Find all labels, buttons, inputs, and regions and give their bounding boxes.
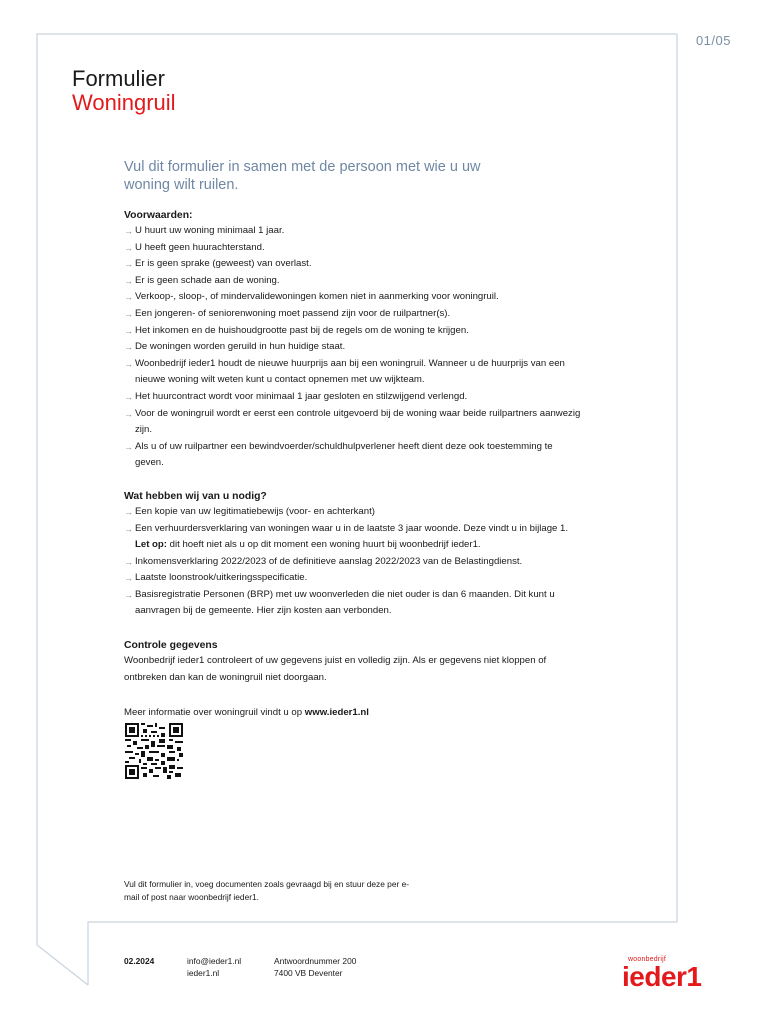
page-number: 01/05 bbox=[695, 33, 731, 48]
footer-website[interactable]: ieder1.nl bbox=[187, 968, 220, 978]
list-item: → Het inkomen en de huishoudgrootte past bij de regels om de woning te krijgen. bbox=[124, 323, 584, 340]
arrow-icon: → bbox=[124, 589, 133, 600]
list-item: → U huurt uw woning minimaal 1 jaar. bbox=[124, 223, 584, 240]
arrow-icon: → bbox=[124, 506, 133, 517]
arrow-icon: → bbox=[124, 391, 133, 402]
footer-email[interactable]: info@ieder1.nl bbox=[187, 956, 242, 966]
arrow-icon: → bbox=[124, 523, 133, 534]
list-item: → Het huurcontract wordt voor minimaal 1 jaar gesloten en stilzwijgend verlengd. bbox=[124, 389, 584, 406]
list-item: → Inkomensverklaring 2022/2023 of de definitieve aanslag 2022/2023 van de Belastingdienst. bbox=[124, 554, 584, 571]
arrow-icon: → bbox=[124, 242, 133, 253]
arrow-icon: → bbox=[124, 556, 133, 567]
arrow-icon: → bbox=[124, 308, 133, 319]
footer-date: 02.2024 bbox=[124, 956, 155, 966]
page-title bbox=[72, 67, 176, 115]
website-link[interactable]: www.ieder1.nl bbox=[304, 707, 369, 719]
arrow-icon: → bbox=[124, 408, 133, 419]
ieder1-logo bbox=[622, 956, 734, 992]
footer-note: Vul dit formulier in, voeg documenten zoals gevraagd bij en stuur deze per e-mail of post naar woonbedrijf ieder1. bbox=[124, 879, 410, 902]
main-content bbox=[124, 209, 584, 722]
voorwaarden-list bbox=[124, 223, 584, 472]
list-item: → Een jongeren- of seniorenwoning moet passend zijn voor de ruilpartner(s). bbox=[124, 306, 584, 323]
footer-contact bbox=[187, 955, 241, 979]
arrow-icon: → bbox=[124, 441, 133, 452]
list-item: → Voor de woningruil wordt er eerst een controle uitgevoerd bij de woning waar beide ruilpartners aanwezig zijn. bbox=[124, 407, 581, 436]
logo-big-text: ieder1 bbox=[622, 961, 702, 992]
nodig-list bbox=[124, 504, 584, 620]
nodig-section bbox=[124, 490, 584, 620]
nodig-heading: Wat hebben wij van u nodig? bbox=[124, 490, 267, 502]
list-item: → Laatste loonstrook/uitkeringsspecificatie. bbox=[124, 570, 584, 587]
arrow-icon: → bbox=[124, 275, 133, 286]
logo-small-text: woonbedrijf bbox=[628, 956, 666, 963]
arrow-icon: → bbox=[124, 292, 133, 303]
arrow-icon: → bbox=[124, 226, 133, 236]
controle-text: Woonbedrijf ieder1 controleert of uw gegevens juist en volledig zijn. Als er gegevens niet kloppen of ontbreken dan kan de woningruil niet doorgaan. bbox=[124, 655, 547, 683]
voorwaarden-heading: Voorwaarden: bbox=[124, 210, 193, 221]
intro-text: Vul dit formulier in samen met de persoon met wie u uw woning wilt ruilen. bbox=[124, 159, 481, 193]
arrow-icon: → bbox=[124, 358, 133, 369]
title-line-2: Woningruil bbox=[72, 90, 176, 115]
list-item: → Een verhuurdersverklaring van woningen waar u in de laatste 3 jaar woonde. Deze vindt u in bijlage 1. Let op: dit hoeft niet als u op dit moment een woning huurt bij woonbedrijf ieder1. bbox=[124, 522, 569, 551]
arrow-icon: → bbox=[124, 259, 133, 270]
controle-heading: Controle gegevens bbox=[124, 640, 218, 652]
footer-address-line1: Antwoordnummer 200 bbox=[274, 956, 357, 966]
qr-code[interactable] bbox=[125, 723, 183, 779]
list-item: → Als u of uw ruilpartner een bewindvoerder/schuldhulpverlener heeft dient deze ook toestemming te geven. bbox=[124, 440, 553, 469]
footer-address bbox=[274, 955, 356, 979]
arrow-icon: → bbox=[124, 325, 133, 336]
title-line-1: Formulier bbox=[72, 66, 165, 91]
footer-address-line2: 7400 VB Deventer bbox=[274, 968, 343, 978]
list-item: → Woonbedrijf ieder1 houdt de nieuwe huurprijs aan bij een woningruil. Wanneer u de huurprijs van een nieuwe woning wilt weten kunt u contact opnemen met uw wijkteam. bbox=[124, 357, 565, 386]
arrow-icon: → bbox=[124, 573, 133, 584]
controle-section bbox=[124, 639, 584, 686]
arrow-icon: → bbox=[124, 342, 133, 353]
list-item: → Basisregistratie Personen (BRP) met uw woonverleden die niet ouder is dan 6 maanden. Dit kunt u aanvragen bij de gemeente. Hier zijn kosten aan verbonden. bbox=[124, 588, 555, 617]
list-item: → Er is geen schade aan de woning. bbox=[124, 273, 584, 290]
list-item: → Een kopie van uw legitimatiebewijs (voor- en achterkant) bbox=[124, 504, 584, 521]
more-info-text: Meer informatie over woningruil vindt u op bbox=[124, 707, 305, 719]
list-item: → Verkoop-, sloop-, of mindervalidewoningen komen niet in aanmerking voor woningruil. bbox=[124, 289, 584, 306]
more-info bbox=[124, 705, 584, 722]
list-item: → De woningen worden geruild in hun huidige staat. bbox=[124, 339, 584, 356]
list-item: → U heeft geen huurachterstand. bbox=[124, 240, 584, 257]
list-item: → Er is geen sprake (geweest) van overlast. bbox=[124, 256, 584, 273]
